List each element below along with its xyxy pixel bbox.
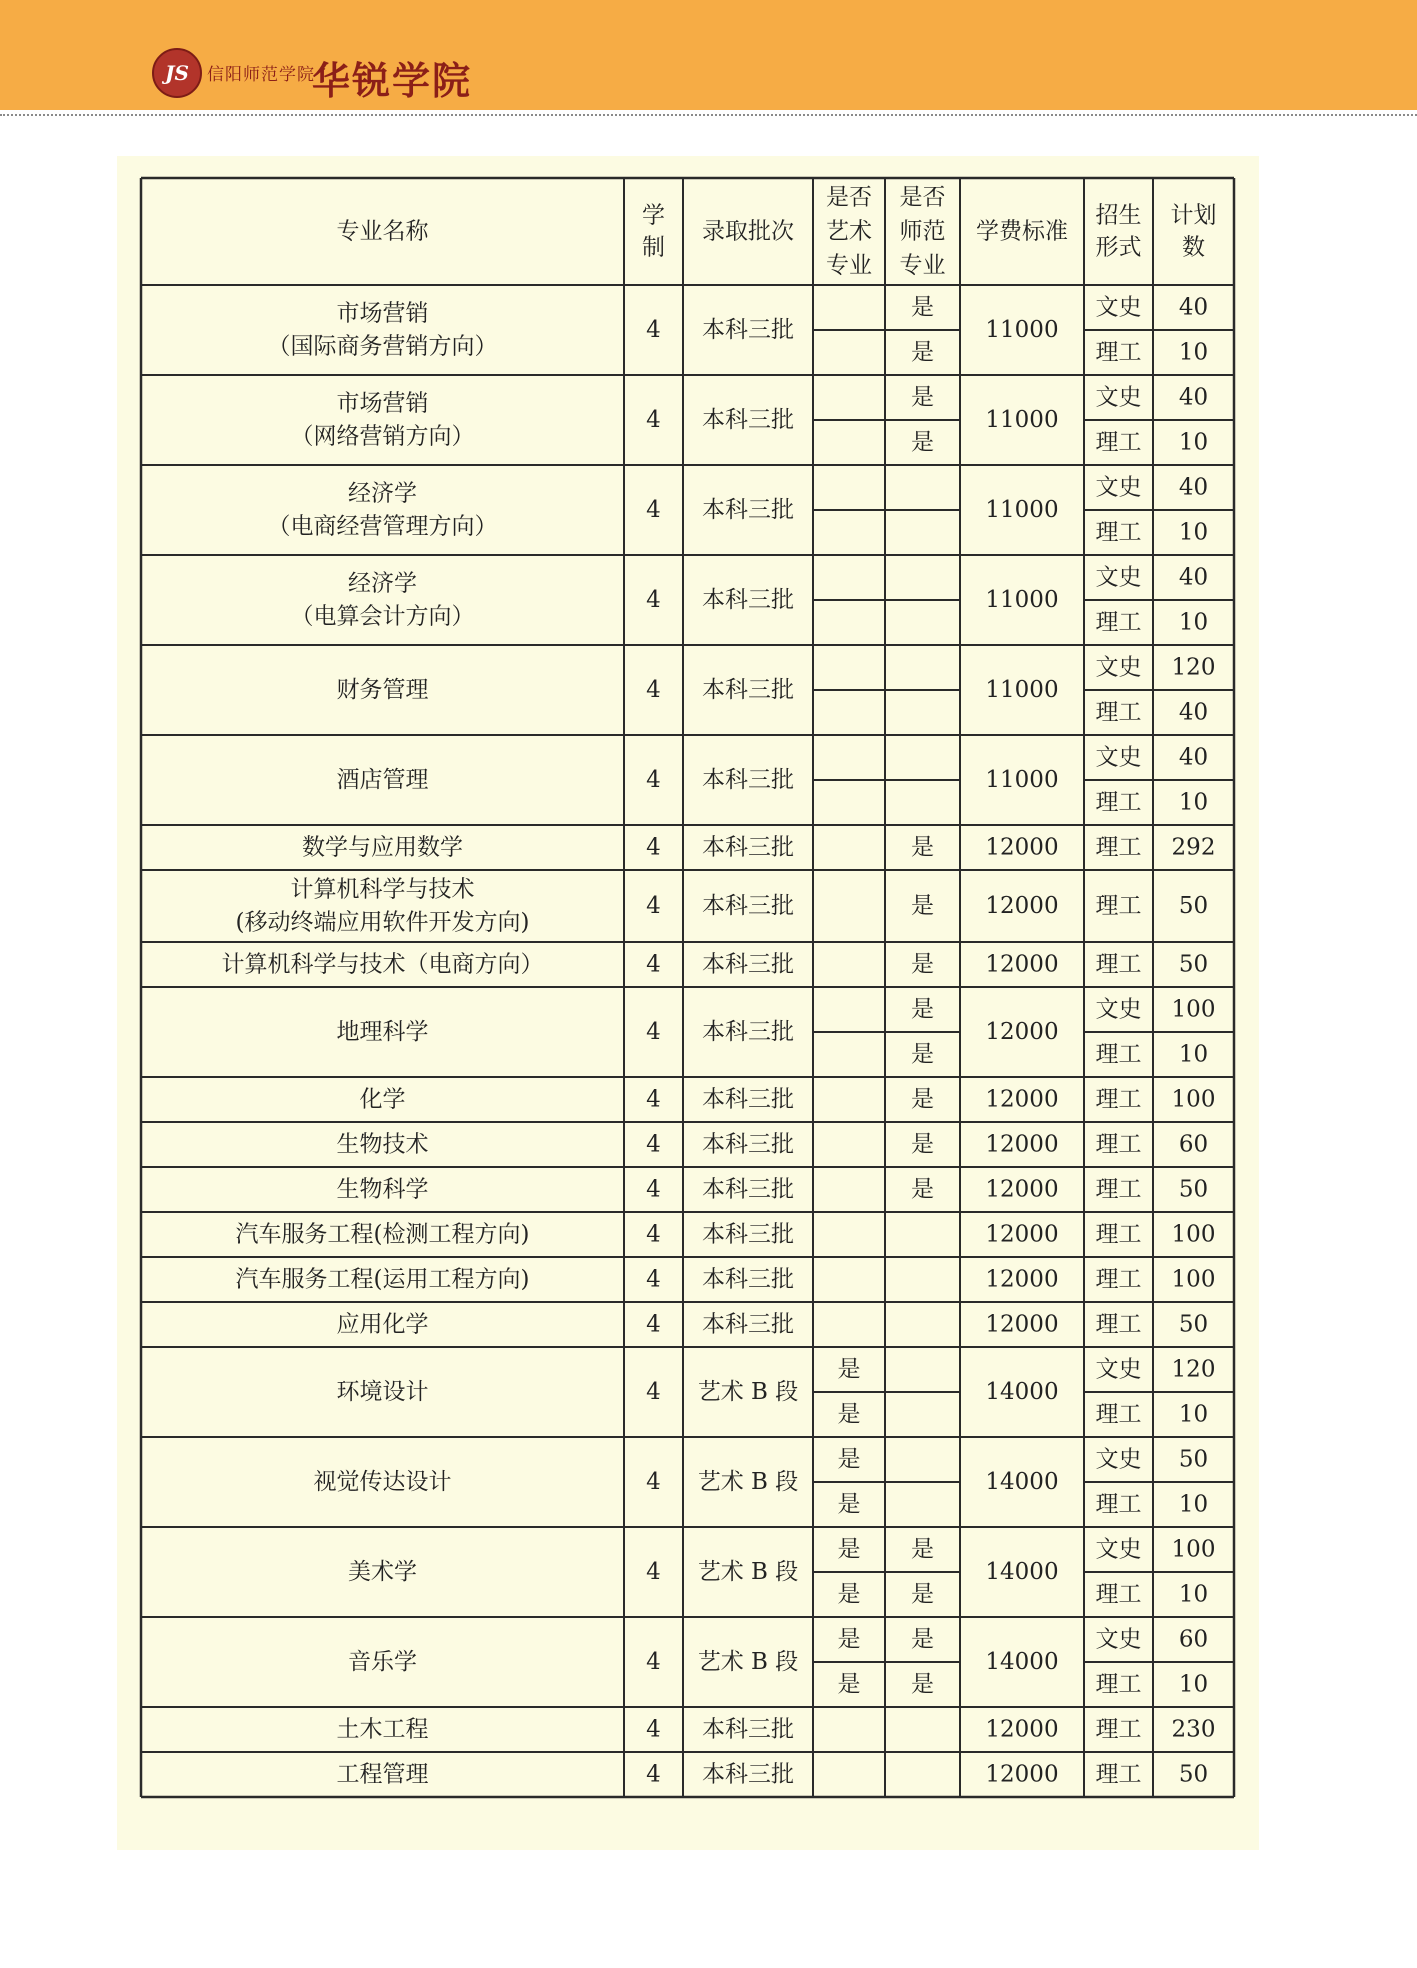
tuition-fee: 11000	[985, 677, 1059, 703]
admission-batch: 本科三批	[702, 1266, 794, 1293]
major-name: 土木工程	[336, 1716, 429, 1743]
enrollment-form: 文史	[1095, 1536, 1142, 1563]
plan-count: 120	[1171, 1356, 1216, 1383]
plan-count: 10	[1178, 1671, 1209, 1698]
plan-count: 10	[1178, 429, 1209, 456]
plan-count: 40	[1178, 744, 1209, 771]
normal-major-flag: 是	[911, 834, 934, 861]
enrollment-form: 理工	[1095, 609, 1142, 636]
admission-batch: 本科三批	[702, 951, 794, 978]
program-years: 4	[646, 1221, 661, 1248]
program-years: 4	[646, 677, 661, 703]
tuition-fee: 12000	[985, 1761, 1059, 1788]
plan-count: 10	[1178, 1041, 1209, 1068]
program-years: 4	[646, 1379, 661, 1405]
school-main-name: 华锐学院	[312, 58, 473, 103]
header-years: 学	[642, 202, 665, 229]
plan-count: 10	[1178, 519, 1209, 546]
normal-major-flag: 是	[911, 339, 934, 366]
admission-batch: 本科三批	[702, 1761, 794, 1788]
plan-count: 50	[1178, 1176, 1209, 1203]
plan-count: 10	[1178, 1581, 1209, 1608]
major-name: 经济学	[348, 570, 417, 597]
admission-batch: 本科三批	[702, 1086, 794, 1113]
major-name: 市场营销	[336, 300, 429, 327]
tuition-fee: 12000	[985, 834, 1059, 861]
tuition-fee: 11000	[985, 587, 1059, 613]
major-name: 计算机科学与技术（电商方向）	[221, 951, 544, 978]
enrollment-form: 文史	[1095, 1446, 1142, 1473]
plan-count: 100	[1171, 996, 1216, 1023]
program-years: 4	[646, 1131, 661, 1158]
program-years: 4	[646, 407, 661, 433]
enrollment-form: 文史	[1095, 654, 1142, 681]
plan-count: 40	[1178, 474, 1209, 501]
plan-count: 40	[1178, 294, 1209, 321]
enrollment-form: 理工	[1095, 893, 1142, 919]
program-years: 4	[646, 1086, 661, 1113]
program-years: 4	[646, 587, 661, 613]
plan-count: 10	[1178, 1401, 1209, 1428]
tuition-fee: 12000	[985, 1019, 1059, 1045]
header-normal: 师范	[899, 218, 946, 245]
art-major-flag: 是	[837, 1671, 861, 1698]
tuition-fee: 12000	[985, 1131, 1059, 1158]
enrollment-form: 理工	[1095, 1041, 1142, 1068]
major-name: 酒店管理	[336, 767, 429, 793]
major-name: （电算会计方向）	[290, 603, 475, 630]
tuition-fee: 14000	[985, 1379, 1059, 1405]
normal-major-flag: 是	[911, 1041, 934, 1068]
tuition-fee: 12000	[985, 1311, 1059, 1338]
program-years: 4	[646, 893, 661, 919]
enrollment-form: 文史	[1095, 564, 1142, 591]
enrollment-form: 理工	[1095, 1131, 1142, 1158]
enrollment-form: 理工	[1095, 1761, 1142, 1788]
major-name: (移动终端应用软件开发方向)	[235, 909, 530, 936]
major-name: （网络营销方向）	[290, 423, 475, 450]
program-years: 4	[646, 317, 661, 343]
enrollment-form: 理工	[1095, 1401, 1142, 1428]
program-years: 4	[646, 1716, 661, 1743]
major-name: 生物科学	[336, 1176, 429, 1203]
tuition-fee: 11000	[985, 767, 1059, 793]
header-plan: 数	[1182, 234, 1205, 261]
plan-count: 60	[1178, 1626, 1209, 1653]
plan-count: 40	[1178, 384, 1209, 411]
admission-batch: 本科三批	[702, 1716, 794, 1743]
program-years: 4	[646, 1649, 661, 1675]
enrollment-form: 文史	[1095, 384, 1142, 411]
normal-major-flag: 是	[911, 951, 934, 978]
art-major-flag: 是	[837, 1446, 861, 1473]
enrollment-form: 理工	[1095, 1581, 1142, 1608]
header-normal: 是否	[899, 184, 946, 211]
enrollment-form: 理工	[1095, 834, 1142, 861]
program-years: 4	[646, 1019, 661, 1045]
normal-major-flag: 是	[911, 1581, 934, 1608]
admission-batch: 艺术 B 段	[697, 1379, 799, 1405]
plan-count: 10	[1178, 789, 1209, 816]
plan-count: 10	[1178, 339, 1209, 366]
plan-count: 10	[1178, 1491, 1209, 1518]
admission-batch: 本科三批	[702, 834, 794, 861]
header-form: 招生	[1095, 202, 1142, 229]
admission-batch: 本科三批	[702, 587, 794, 613]
normal-major-flag: 是	[911, 1131, 934, 1158]
normal-major-flag: 是	[911, 1086, 934, 1113]
tuition-fee: 11000	[985, 407, 1059, 433]
header-batch: 录取批次	[702, 218, 794, 245]
enrollment-form: 文史	[1095, 294, 1142, 321]
major-name: 视觉传达设计	[313, 1469, 452, 1495]
admission-batch: 艺术 B 段	[697, 1649, 799, 1675]
normal-major-flag: 是	[911, 1176, 934, 1203]
art-major-flag: 是	[837, 1356, 861, 1383]
enrollment-form: 理工	[1095, 951, 1142, 978]
enrollment-form: 理工	[1095, 339, 1142, 366]
plan-count: 100	[1171, 1221, 1216, 1248]
tuition-fee: 11000	[985, 317, 1059, 343]
major-name: 美术学	[348, 1559, 417, 1585]
enrollment-form: 理工	[1095, 429, 1142, 456]
major-name: 计算机科学与技术	[290, 876, 475, 903]
school-sub-name: 信阳师范学院	[207, 65, 315, 85]
enrollment-form: 理工	[1095, 1311, 1142, 1338]
major-name: 工程管理	[336, 1761, 429, 1788]
tuition-fee: 12000	[985, 1176, 1059, 1203]
enrollment-form: 文史	[1095, 1626, 1142, 1653]
plan-count: 100	[1171, 1266, 1216, 1293]
tuition-fee: 12000	[985, 1086, 1059, 1113]
major-name: （电商经营管理方向）	[267, 513, 498, 540]
tuition-fee: 11000	[985, 497, 1059, 523]
normal-major-flag: 是	[911, 893, 934, 919]
program-years: 4	[646, 1311, 661, 1338]
tuition-fee: 14000	[985, 1469, 1059, 1495]
art-major-flag: 是	[837, 1536, 861, 1563]
major-name: 汽车服务工程(检测工程方向)	[235, 1221, 530, 1248]
normal-major-flag: 是	[911, 429, 934, 456]
admission-batch: 本科三批	[702, 1311, 794, 1338]
major-name: （国际商务营销方向）	[267, 333, 498, 360]
program-years: 4	[646, 1469, 661, 1495]
major-name: 市场营销	[336, 390, 429, 417]
admission-batch: 艺术 B 段	[697, 1559, 799, 1585]
program-years: 4	[646, 834, 661, 861]
normal-major-flag: 是	[911, 1536, 934, 1563]
admission-batch: 本科三批	[702, 677, 794, 703]
tuition-fee: 12000	[985, 1716, 1059, 1743]
major-name: 财务管理	[336, 677, 429, 703]
plan-count: 60	[1178, 1131, 1209, 1158]
enrollment-form: 理工	[1095, 1266, 1142, 1293]
art-major-flag: 是	[837, 1401, 861, 1428]
program-years: 4	[646, 951, 661, 978]
admission-batch: 本科三批	[702, 1131, 794, 1158]
admission-batch: 本科三批	[702, 1019, 794, 1045]
header-art: 艺术	[826, 218, 872, 245]
enrollment-form: 理工	[1095, 1176, 1142, 1203]
major-name: 经济学	[348, 480, 417, 507]
major-name: 数学与应用数学	[302, 834, 463, 861]
major-name: 生物技术	[336, 1131, 429, 1158]
program-years: 4	[646, 767, 661, 793]
tuition-fee: 12000	[985, 951, 1059, 978]
plan-count: 100	[1171, 1086, 1216, 1113]
admission-batch: 本科三批	[702, 893, 794, 919]
tuition-fee: 12000	[985, 1221, 1059, 1248]
enrollment-form: 理工	[1095, 699, 1142, 726]
enrollment-form: 理工	[1095, 789, 1142, 816]
header-years: 制	[642, 234, 665, 261]
admission-batch: 本科三批	[702, 317, 794, 343]
header-plan: 计划	[1170, 202, 1217, 229]
enrollment-form: 理工	[1095, 1491, 1142, 1518]
school-logo-icon: JS	[152, 48, 202, 98]
tuition-fee: 12000	[985, 1266, 1059, 1293]
header-fee: 学费标准	[976, 218, 1068, 245]
header-name: 专业名称	[336, 218, 429, 245]
header-art: 专业	[826, 252, 872, 279]
tuition-fee: 14000	[985, 1559, 1059, 1585]
enrollment-form: 文史	[1095, 996, 1142, 1023]
enrollment-form: 理工	[1095, 1221, 1142, 1248]
plan-count: 50	[1178, 1311, 1209, 1338]
major-name: 音乐学	[348, 1649, 417, 1675]
enrollment-form: 理工	[1095, 1671, 1142, 1698]
plan-count: 230	[1171, 1716, 1216, 1743]
plan-count: 120	[1171, 654, 1216, 681]
plan-count: 50	[1178, 1761, 1209, 1788]
enrollment-form: 理工	[1095, 1086, 1142, 1113]
plan-count: 292	[1171, 834, 1216, 861]
plan-count: 50	[1178, 1446, 1209, 1473]
admission-batch: 本科三批	[702, 1221, 794, 1248]
program-years: 4	[646, 1761, 661, 1788]
normal-major-flag: 是	[911, 1626, 934, 1653]
enrollment-form: 文史	[1095, 474, 1142, 501]
enrollment-form: 理工	[1095, 1716, 1142, 1743]
art-major-flag: 是	[837, 1581, 861, 1608]
plan-count: 50	[1178, 951, 1209, 978]
plan-count: 10	[1178, 609, 1209, 636]
admission-batch: 本科三批	[702, 767, 794, 793]
enrollment-form: 文史	[1095, 1356, 1142, 1383]
admission-batch: 本科三批	[702, 407, 794, 433]
major-name: 化学	[359, 1086, 406, 1113]
normal-major-flag: 是	[911, 996, 934, 1023]
plan-count: 40	[1178, 564, 1209, 591]
admission-batch: 艺术 B 段	[697, 1469, 799, 1495]
normal-major-flag: 是	[911, 294, 934, 321]
major-name: 应用化学	[336, 1311, 429, 1338]
tuition-fee: 14000	[985, 1649, 1059, 1675]
tuition-fee: 12000	[985, 893, 1059, 919]
plan-count: 40	[1178, 699, 1209, 726]
header-normal: 专业	[899, 252, 946, 279]
art-major-flag: 是	[837, 1626, 861, 1653]
plan-count: 50	[1178, 893, 1209, 919]
program-years: 4	[646, 1266, 661, 1293]
admission-batch: 本科三批	[702, 1176, 794, 1203]
enrollment-form: 理工	[1095, 519, 1142, 546]
admission-batch: 本科三批	[702, 497, 794, 523]
program-years: 4	[646, 1176, 661, 1203]
plan-count: 100	[1171, 1536, 1216, 1563]
major-name: 汽车服务工程(运用工程方向)	[235, 1266, 530, 1293]
program-years: 4	[646, 497, 661, 523]
enrollment-form: 文史	[1095, 744, 1142, 771]
header-form: 形式	[1095, 234, 1142, 261]
art-major-flag: 是	[837, 1491, 861, 1518]
major-name: 环境设计	[336, 1379, 429, 1405]
normal-major-flag: 是	[911, 384, 934, 411]
major-name: 地理科学	[336, 1019, 429, 1045]
normal-major-flag: 是	[911, 1671, 934, 1698]
program-years: 4	[646, 1559, 661, 1585]
header-art: 是否	[826, 184, 872, 211]
